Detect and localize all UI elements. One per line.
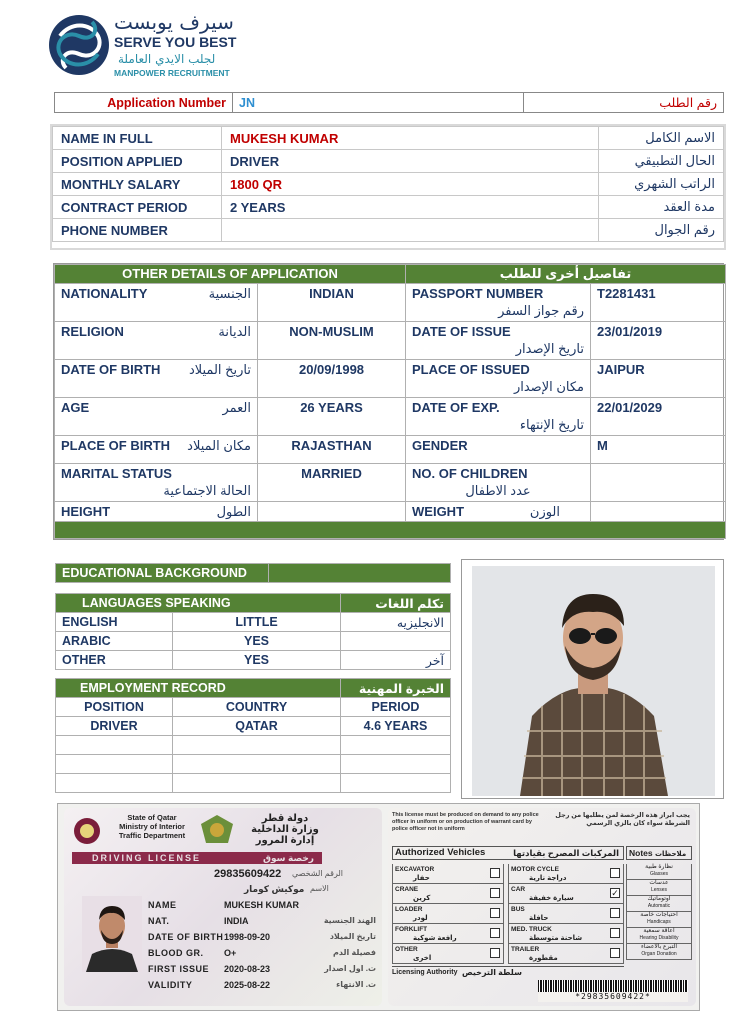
language-name: ARABIC bbox=[56, 632, 173, 651]
details-label: MARITAL STATUS bbox=[61, 466, 172, 481]
employment-cell: QATAR bbox=[173, 717, 341, 736]
employment-header-row bbox=[56, 698, 451, 717]
note-row bbox=[626, 912, 692, 928]
personal-label-arabic: رقم الجوال bbox=[599, 219, 724, 242]
license-field-label: NAT. bbox=[148, 916, 170, 926]
license-banner-arabic: رخصة سوق bbox=[262, 853, 314, 863]
vehicle-label-arabic: حافلة bbox=[529, 915, 549, 922]
note-row bbox=[626, 880, 692, 896]
logo-knot-icon bbox=[48, 14, 110, 76]
details-label-arabic: الحالة الاجتماعية bbox=[163, 483, 251, 498]
language-name: ENGLISH bbox=[56, 613, 173, 632]
license-name-arabic: موكيش كومار bbox=[244, 884, 305, 894]
brand-subtitle-arabic: لجلب الايدي العاملة bbox=[118, 52, 216, 66]
licensing-authority: Licensing Authority bbox=[392, 969, 458, 976]
license-number: 29835609422 bbox=[214, 868, 282, 880]
details-label: NO. OF CHILDREN bbox=[412, 466, 528, 481]
vehicle-checkbox bbox=[610, 908, 620, 918]
details-value: 22/01/2029 bbox=[591, 398, 726, 436]
personal-label-arabic: مدة العقد bbox=[599, 196, 724, 219]
details-value: 20/09/1998 bbox=[258, 360, 406, 398]
ministry-emblem-icon bbox=[200, 814, 234, 844]
vehicle-label: OTHER bbox=[395, 946, 418, 953]
personal-label: NAME IN FULL bbox=[53, 127, 222, 150]
note-row bbox=[626, 944, 692, 960]
details-label: DATE OF EXP. bbox=[412, 400, 500, 415]
notes-title: Notes bbox=[629, 848, 653, 858]
vehicle-label-arabic: حفار bbox=[413, 875, 430, 882]
license-banner-text: DRIVING LICENSE bbox=[92, 853, 202, 863]
license-field-arabic: تاريخ الميلاد bbox=[329, 932, 376, 941]
license-field-arabic: الهند الجنسية bbox=[323, 916, 376, 925]
language-row bbox=[56, 613, 451, 632]
vehicle-label-arabic: دراجة نارية bbox=[529, 875, 567, 882]
license-field-label: VALIDITY bbox=[148, 980, 193, 990]
details-label-arabic: تاريخ الميلاد bbox=[188, 362, 251, 377]
note-arabic: اعاقة سمعية bbox=[643, 928, 675, 934]
license-field-row bbox=[148, 946, 378, 962]
vehicles-right-list bbox=[508, 864, 624, 964]
language-row bbox=[56, 651, 451, 670]
note-arabic: التبرع بالاعضاء bbox=[640, 944, 678, 950]
language-name: OTHER bbox=[56, 651, 173, 670]
vehicle-label-arabic: رافعة شوكية bbox=[413, 935, 457, 942]
personal-info-table bbox=[50, 124, 726, 250]
license-field-arabic: ت. الانتهاء bbox=[336, 980, 376, 989]
details-row bbox=[55, 398, 726, 436]
details-row bbox=[55, 436, 726, 464]
vehicle-label-arabic: لودر bbox=[413, 915, 428, 922]
details-label: HEIGHT bbox=[61, 504, 111, 519]
license-banner bbox=[72, 852, 322, 864]
details-value: MARRIED bbox=[258, 464, 406, 502]
details-label: GENDER bbox=[412, 438, 468, 453]
license-back bbox=[388, 808, 696, 1006]
personal-value: 2 YEARS bbox=[222, 196, 599, 219]
license-field-row bbox=[148, 930, 378, 946]
vehicle-checkbox bbox=[610, 868, 620, 878]
details-label-arabic: الجنسية bbox=[208, 286, 251, 301]
employment-row bbox=[56, 717, 451, 736]
details-label-arabic: تاريخ الإصدار bbox=[515, 341, 585, 356]
employment-table bbox=[55, 678, 451, 793]
details-label: AGE bbox=[61, 400, 90, 415]
vehicle-label: BUS bbox=[511, 906, 525, 913]
license-field-row bbox=[148, 962, 378, 978]
education-table bbox=[55, 563, 451, 583]
details-value: M bbox=[591, 436, 726, 464]
details-label: WEIGHT bbox=[412, 504, 465, 519]
details-label-arabic: الطول bbox=[216, 504, 251, 519]
personal-value: MUKESH KUMAR bbox=[222, 127, 599, 150]
language-level: LITTLE bbox=[173, 613, 341, 632]
details-row bbox=[55, 464, 726, 502]
vehicle-label: CRANE bbox=[395, 886, 419, 893]
note-row bbox=[626, 896, 692, 912]
application-number-bar bbox=[54, 92, 724, 113]
details-row bbox=[55, 322, 726, 360]
details-value: INDIAN bbox=[258, 284, 406, 322]
details-label: DATE OF BIRTH bbox=[61, 362, 161, 377]
details-value: 23/01/2019 bbox=[591, 322, 726, 360]
employment-header: COUNTRY bbox=[173, 698, 341, 717]
language-level: YES bbox=[173, 632, 341, 651]
application-number-label-arabic: رقم الطلب bbox=[659, 96, 717, 110]
license-field-row bbox=[148, 914, 378, 930]
language-row bbox=[56, 632, 451, 651]
vehicle-label: MOTOR CYCLE bbox=[511, 866, 559, 873]
details-footer-bar bbox=[55, 522, 726, 539]
employment-row bbox=[56, 736, 451, 755]
applicant-photo bbox=[472, 566, 715, 796]
vehicle-label: FORKLIFT bbox=[395, 926, 428, 933]
company-logo bbox=[48, 10, 248, 80]
license-dept-arabic: إدارة المرور bbox=[255, 835, 315, 846]
vehicle-label-arabic: سيارة خفيفة bbox=[529, 895, 574, 902]
vehicle-label: EXCAVATOR bbox=[395, 866, 435, 873]
language-level: YES bbox=[173, 651, 341, 670]
authorized-vehicles-title-arabic: المركبات المصرح بقيادتها bbox=[513, 848, 619, 858]
personal-row bbox=[53, 173, 724, 196]
details-row bbox=[55, 360, 726, 398]
license-number-arabic: الرقم الشخصي bbox=[292, 869, 344, 878]
license-field-value: 2020-08-23 bbox=[224, 964, 271, 974]
vehicle-row bbox=[392, 904, 504, 924]
personal-row bbox=[53, 219, 724, 242]
license-field-label: DATE OF BIRTH bbox=[148, 932, 224, 942]
vehicle-label-arabic: مقطورة bbox=[529, 955, 558, 962]
details-value bbox=[591, 464, 726, 502]
note-label: Lenses bbox=[650, 887, 668, 893]
vehicle-checkbox bbox=[610, 928, 620, 938]
personal-label: MONTHLY SALARY bbox=[53, 173, 222, 196]
note-arabic: احتياجات خاصة bbox=[640, 912, 678, 918]
employment-title-arabic: الخبرة المهنية bbox=[341, 679, 451, 698]
license-field-value: 2025-08-22 bbox=[224, 980, 271, 990]
details-value: T2281431 bbox=[591, 284, 726, 322]
details-label: NATIONALITY bbox=[61, 286, 148, 301]
details-label-arabic: الوزن bbox=[529, 504, 561, 519]
details-value: 26 YEARS bbox=[258, 398, 406, 436]
license-field-value: MUKESH KUMAR bbox=[224, 900, 299, 910]
vehicle-label-arabic: شاحنة متوسطة bbox=[529, 935, 583, 942]
personal-label: PHONE NUMBER bbox=[53, 219, 222, 242]
language-name-arabic: الانجليزيه bbox=[341, 613, 451, 632]
license-fields bbox=[148, 898, 378, 994]
license-field-row bbox=[148, 978, 378, 994]
brand-subtitle: MANPOWER RECRUITMENT bbox=[114, 68, 230, 78]
details-label-arabic: تاريخ الإنتهاء bbox=[519, 417, 585, 432]
vehicle-row bbox=[392, 944, 504, 964]
personal-label: CONTRACT PERIOD bbox=[53, 196, 222, 219]
employment-header: PERIOD bbox=[341, 698, 451, 717]
note-label: Glasses bbox=[649, 871, 669, 877]
employment-cell bbox=[56, 774, 173, 793]
personal-label-arabic: الحال التطبيقي bbox=[599, 150, 724, 173]
authorized-vehicles-title: Authorized Vehicles bbox=[395, 847, 486, 858]
details-label-arabic: مكان الإصدار bbox=[513, 379, 585, 394]
details-label: PLACE OF ISSUED bbox=[412, 362, 530, 377]
license-field-value: 1998-09-20 bbox=[224, 932, 271, 942]
personal-row bbox=[53, 196, 724, 219]
vehicle-label-arabic: كرين bbox=[413, 895, 431, 902]
details-label-arabic: العمر bbox=[222, 400, 251, 415]
vehicle-checkbox bbox=[490, 888, 500, 898]
note-label: Handicaps bbox=[647, 919, 671, 925]
vehicle-checkbox: ✓ bbox=[611, 888, 619, 898]
vehicle-checkbox bbox=[490, 868, 500, 878]
application-number-value: JN bbox=[233, 93, 524, 112]
qatar-emblem-icon bbox=[72, 816, 102, 846]
licensing-authority-arabic: سلطة الترخيص bbox=[462, 968, 522, 977]
details-label-arabic: رقم جواز السفر bbox=[498, 303, 585, 318]
employment-cell: 4.6 YEARS bbox=[341, 717, 451, 736]
vehicle-row bbox=[508, 944, 624, 964]
license-field-value: INDIA bbox=[224, 916, 249, 926]
details-label: PASSPORT NUMBER bbox=[412, 286, 544, 301]
education-title: EDUCATIONAL BACKGROUND bbox=[56, 564, 269, 583]
vehicle-row bbox=[392, 884, 504, 904]
personal-label-arabic: الراتب الشهري bbox=[599, 173, 724, 196]
details-row bbox=[55, 284, 726, 322]
vehicle-checkbox bbox=[490, 908, 500, 918]
languages-title: LANGUAGES SPEAKING bbox=[56, 594, 341, 613]
note-row bbox=[626, 928, 692, 944]
employment-cell bbox=[341, 736, 451, 755]
vehicle-label: TRAILER bbox=[511, 946, 540, 953]
vehicle-row bbox=[508, 924, 624, 944]
vehicle-checkbox bbox=[610, 948, 620, 958]
note-label: Automatic bbox=[647, 903, 671, 909]
license-barcode-text: *29835609422* bbox=[538, 992, 688, 1002]
details-row bbox=[55, 502, 726, 522]
note-arabic: اوتوماتيك bbox=[647, 896, 671, 902]
vehicle-checkbox bbox=[490, 928, 500, 938]
languages-title-arabic: تكلم اللغات bbox=[341, 594, 451, 613]
personal-value: DRIVER bbox=[222, 150, 599, 173]
employment-cell: DRIVER bbox=[56, 717, 173, 736]
license-front bbox=[64, 808, 382, 1006]
personal-row bbox=[53, 127, 724, 150]
applicant-photo-frame bbox=[461, 559, 724, 799]
note-arabic: عدسات bbox=[649, 880, 669, 886]
employment-cell bbox=[341, 774, 451, 793]
details-value bbox=[591, 502, 726, 522]
personal-value bbox=[222, 219, 599, 242]
details-value bbox=[258, 502, 406, 522]
vehicle-row bbox=[508, 904, 624, 924]
employment-header: POSITION bbox=[56, 698, 173, 717]
details-label: PLACE OF BIRTH bbox=[61, 438, 171, 453]
brand-name: SERVE YOU BEST bbox=[114, 34, 237, 50]
license-dept: Traffic Department bbox=[118, 831, 186, 840]
license-back-note-arabic: يجب ابراز هذه الرخصة لمن يطلبها من رجل الشرطة سواء كان بالزي الرسمي bbox=[555, 812, 690, 827]
details-label: RELIGION bbox=[61, 324, 124, 339]
employment-cell bbox=[56, 755, 173, 774]
license-field-arabic: ت. اول اصدار bbox=[324, 964, 376, 973]
vehicle-label: MED. TRUCK bbox=[511, 926, 552, 933]
vehicles-left-list bbox=[392, 864, 504, 964]
vehicle-row bbox=[508, 884, 624, 904]
license-field-label: FIRST ISSUE bbox=[148, 964, 210, 974]
license-field-arabic: فصيلة الدم bbox=[333, 948, 376, 957]
details-label-arabic: الديانة bbox=[218, 324, 251, 339]
license-field-label: NAME bbox=[148, 900, 177, 910]
employment-title: EMPLOYMENT RECORD bbox=[56, 679, 341, 698]
note-arabic: نظارة طبية bbox=[645, 864, 673, 870]
license-state-arabic: دولة قطر bbox=[261, 813, 309, 824]
employment-row bbox=[56, 774, 451, 793]
language-name-arabic bbox=[341, 632, 451, 651]
employment-cell bbox=[56, 736, 173, 755]
other-details-table bbox=[53, 263, 724, 540]
note-row bbox=[626, 864, 692, 880]
personal-label: POSITION APPLIED bbox=[53, 150, 222, 173]
license-state: State of Qatar bbox=[127, 813, 177, 822]
education-title-blank bbox=[269, 564, 451, 583]
vehicle-label: LOADER bbox=[395, 906, 423, 913]
details-value: NON-MUSLIM bbox=[258, 322, 406, 360]
license-ministry-arabic: وزارة الداخلية bbox=[251, 824, 319, 835]
application-number-label: Application Number bbox=[55, 93, 233, 112]
employment-cell bbox=[341, 755, 451, 774]
license-field-value: O+ bbox=[224, 948, 237, 958]
license-back-note: This license must be produced on demand to any police officer in uniform or on production of warrant card by police officer not in uniform bbox=[392, 812, 539, 832]
vehicle-label-arabic: اخرى bbox=[413, 955, 432, 962]
details-label: DATE OF ISSUE bbox=[412, 324, 511, 339]
vehicle-label: CAR bbox=[511, 886, 526, 893]
note-label: Hearing Disability bbox=[639, 935, 679, 941]
details-value: RAJASTHAN bbox=[258, 436, 406, 464]
vehicle-row bbox=[392, 864, 504, 884]
personal-value: 1800 QR bbox=[222, 173, 599, 196]
notes-list bbox=[626, 864, 692, 960]
note-label: Organ Donation bbox=[641, 951, 677, 957]
employment-cell bbox=[173, 774, 341, 793]
license-field-label: BLOOD GR. bbox=[148, 948, 204, 958]
vehicle-checkbox bbox=[490, 948, 500, 958]
driving-license-scan bbox=[57, 803, 700, 1011]
employment-cell bbox=[173, 755, 341, 774]
license-photo bbox=[82, 896, 142, 972]
vehicle-row bbox=[392, 924, 504, 944]
other-details-title-arabic: تفاصيل أخرى للطلب bbox=[406, 265, 726, 284]
employment-row bbox=[56, 755, 451, 774]
license-name-arabic-label: الاسم bbox=[310, 884, 329, 893]
personal-label-arabic: الاسم الكامل bbox=[599, 127, 724, 150]
brand-name-arabic: سيرف يوبست bbox=[114, 10, 234, 34]
license-ministry: Ministry of Interior bbox=[119, 822, 185, 831]
background-section bbox=[55, 563, 451, 793]
other-details-title: OTHER DETAILS OF APPLICATION bbox=[55, 265, 406, 284]
details-label-arabic: مكان الميلاد bbox=[187, 438, 251, 453]
details-label-arabic: عدد الاطفال bbox=[465, 483, 531, 498]
details-value: JAIPUR bbox=[591, 360, 726, 398]
notes-title-arabic: ملاحظات bbox=[655, 851, 687, 858]
personal-row bbox=[53, 150, 724, 173]
license-field-row bbox=[148, 898, 378, 914]
language-name-arabic: آخر bbox=[341, 651, 451, 670]
employment-cell bbox=[173, 736, 341, 755]
languages-table bbox=[55, 593, 451, 670]
vehicle-row bbox=[508, 864, 624, 884]
